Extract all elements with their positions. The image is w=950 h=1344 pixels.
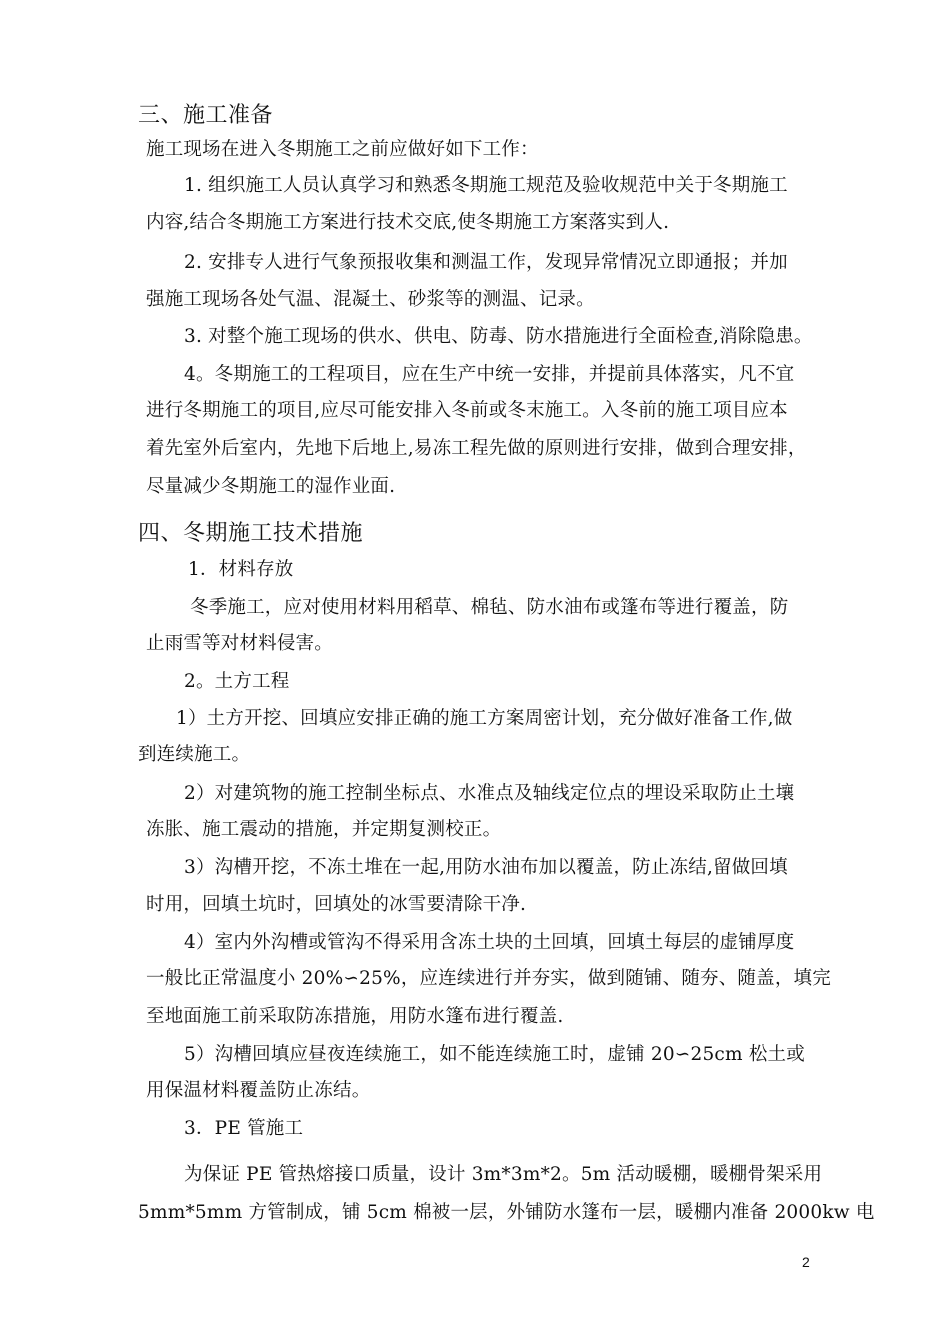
paragraph-line: 着先室外后室内，先地下后地上,易冻工程先做的原则进行安排，做到合理安排， bbox=[146, 438, 807, 459]
paragraph-line: 3. 对整个施工现场的供水、供电、防毒、防水措施进行全面检查,消除隐患。 bbox=[184, 326, 813, 347]
paragraph-line: 进行冬期施工的项目,应尽可能安排入冬前或冬末施工。入冬前的施工项目应本 bbox=[146, 400, 788, 421]
paragraph-line: 4。冬期施工的工程项目，应在生产中统一安排，并提前具体落实，凡不宜 bbox=[184, 364, 795, 385]
paragraph-line: 一般比正常温度小 20%∽25%，应连续进行并夯实，做到随铺、随夯、随盖，填完 bbox=[146, 968, 831, 989]
page-number: 2 bbox=[802, 1254, 810, 1270]
section-intro: 施工现场在进入冬期施工之前应做好如下工作： bbox=[146, 139, 539, 160]
paragraph-line: 时用，回填土坑时，回填处的冰雪要清除干净. bbox=[146, 894, 527, 915]
paragraph-line: 为保证 PE 管热熔接口质量，设计 3m*3m*2。5m 活动暖棚，暖棚骨架采用 bbox=[184, 1164, 823, 1185]
paragraph-line: 3）沟槽开挖，不冻土堆在一起,用防水油布加以覆盖，防止冻结,留做回填 bbox=[184, 857, 788, 878]
paragraph-line: 止雨雪等对材料侵害。 bbox=[146, 633, 334, 654]
paragraph-line: 5）沟槽回填应昼夜连续施工，如不能连续施工时，虚铺 20∽25cm 松土或 bbox=[184, 1044, 805, 1065]
paragraph-line: 4）室内外沟槽或管沟不得采用含冻土块的土回填，回填土每层的虚铺厚度 bbox=[184, 932, 795, 953]
paragraph-line: 2）对建筑物的施工控制坐标点、水准点及轴线定位点的埋设采取防止土壤 bbox=[184, 783, 795, 804]
section-heading: 四、冬期施工技术措施 bbox=[138, 521, 364, 546]
paragraph-line: 冬季施工，应对使用材料用稻草、棉毡、防水油布或篷布等进行覆盖，防 bbox=[190, 597, 789, 618]
paragraph-line: 至地面施工前采取防冻措施，用防水篷布进行覆盖. bbox=[146, 1006, 564, 1027]
subsection-title: 3．PE 管施工 bbox=[184, 1118, 304, 1139]
paragraph-line: 到连续施工。 bbox=[138, 744, 251, 765]
paragraph-line: 2. 安排专人进行气象预报收集和测温工作，发现异常情况立即通报；并加 bbox=[184, 252, 788, 273]
paragraph-line: 5mm*5mm 方管制成，铺 5cm 棉被一层，外铺防水篷布一层，暖棚内准备 2000kw 电 bbox=[138, 1202, 875, 1223]
section-heading: 三、施工准备 bbox=[138, 103, 274, 128]
paragraph-line: 强施工现场各处气温、混凝土、砂浆等的测温、记录。 bbox=[146, 289, 595, 310]
paragraph-line: 1）土方开挖、回填应安排正确的施工方案周密计划，充分做好准备工作,做 bbox=[176, 708, 793, 729]
paragraph-line: 内容,结合冬期施工方案进行技术交底,使冬期施工方案落实到人. bbox=[146, 212, 670, 233]
subsection-title: 2。土方工程 bbox=[184, 671, 290, 692]
paragraph-line: 用保温材料覆盖防止冻结。 bbox=[146, 1080, 371, 1101]
paragraph-line: 1. 组织施工人员认真学习和熟悉冬期施工规范及验收规范中关于冬期施工 bbox=[184, 175, 788, 196]
paragraph-line: 尽量减少冬期施工的湿作业面. bbox=[146, 476, 396, 497]
subsection-title: 1．材料存放 bbox=[188, 559, 294, 580]
paragraph-line: 冻胀、施工震动的措施，并定期复测校正。 bbox=[146, 819, 502, 840]
